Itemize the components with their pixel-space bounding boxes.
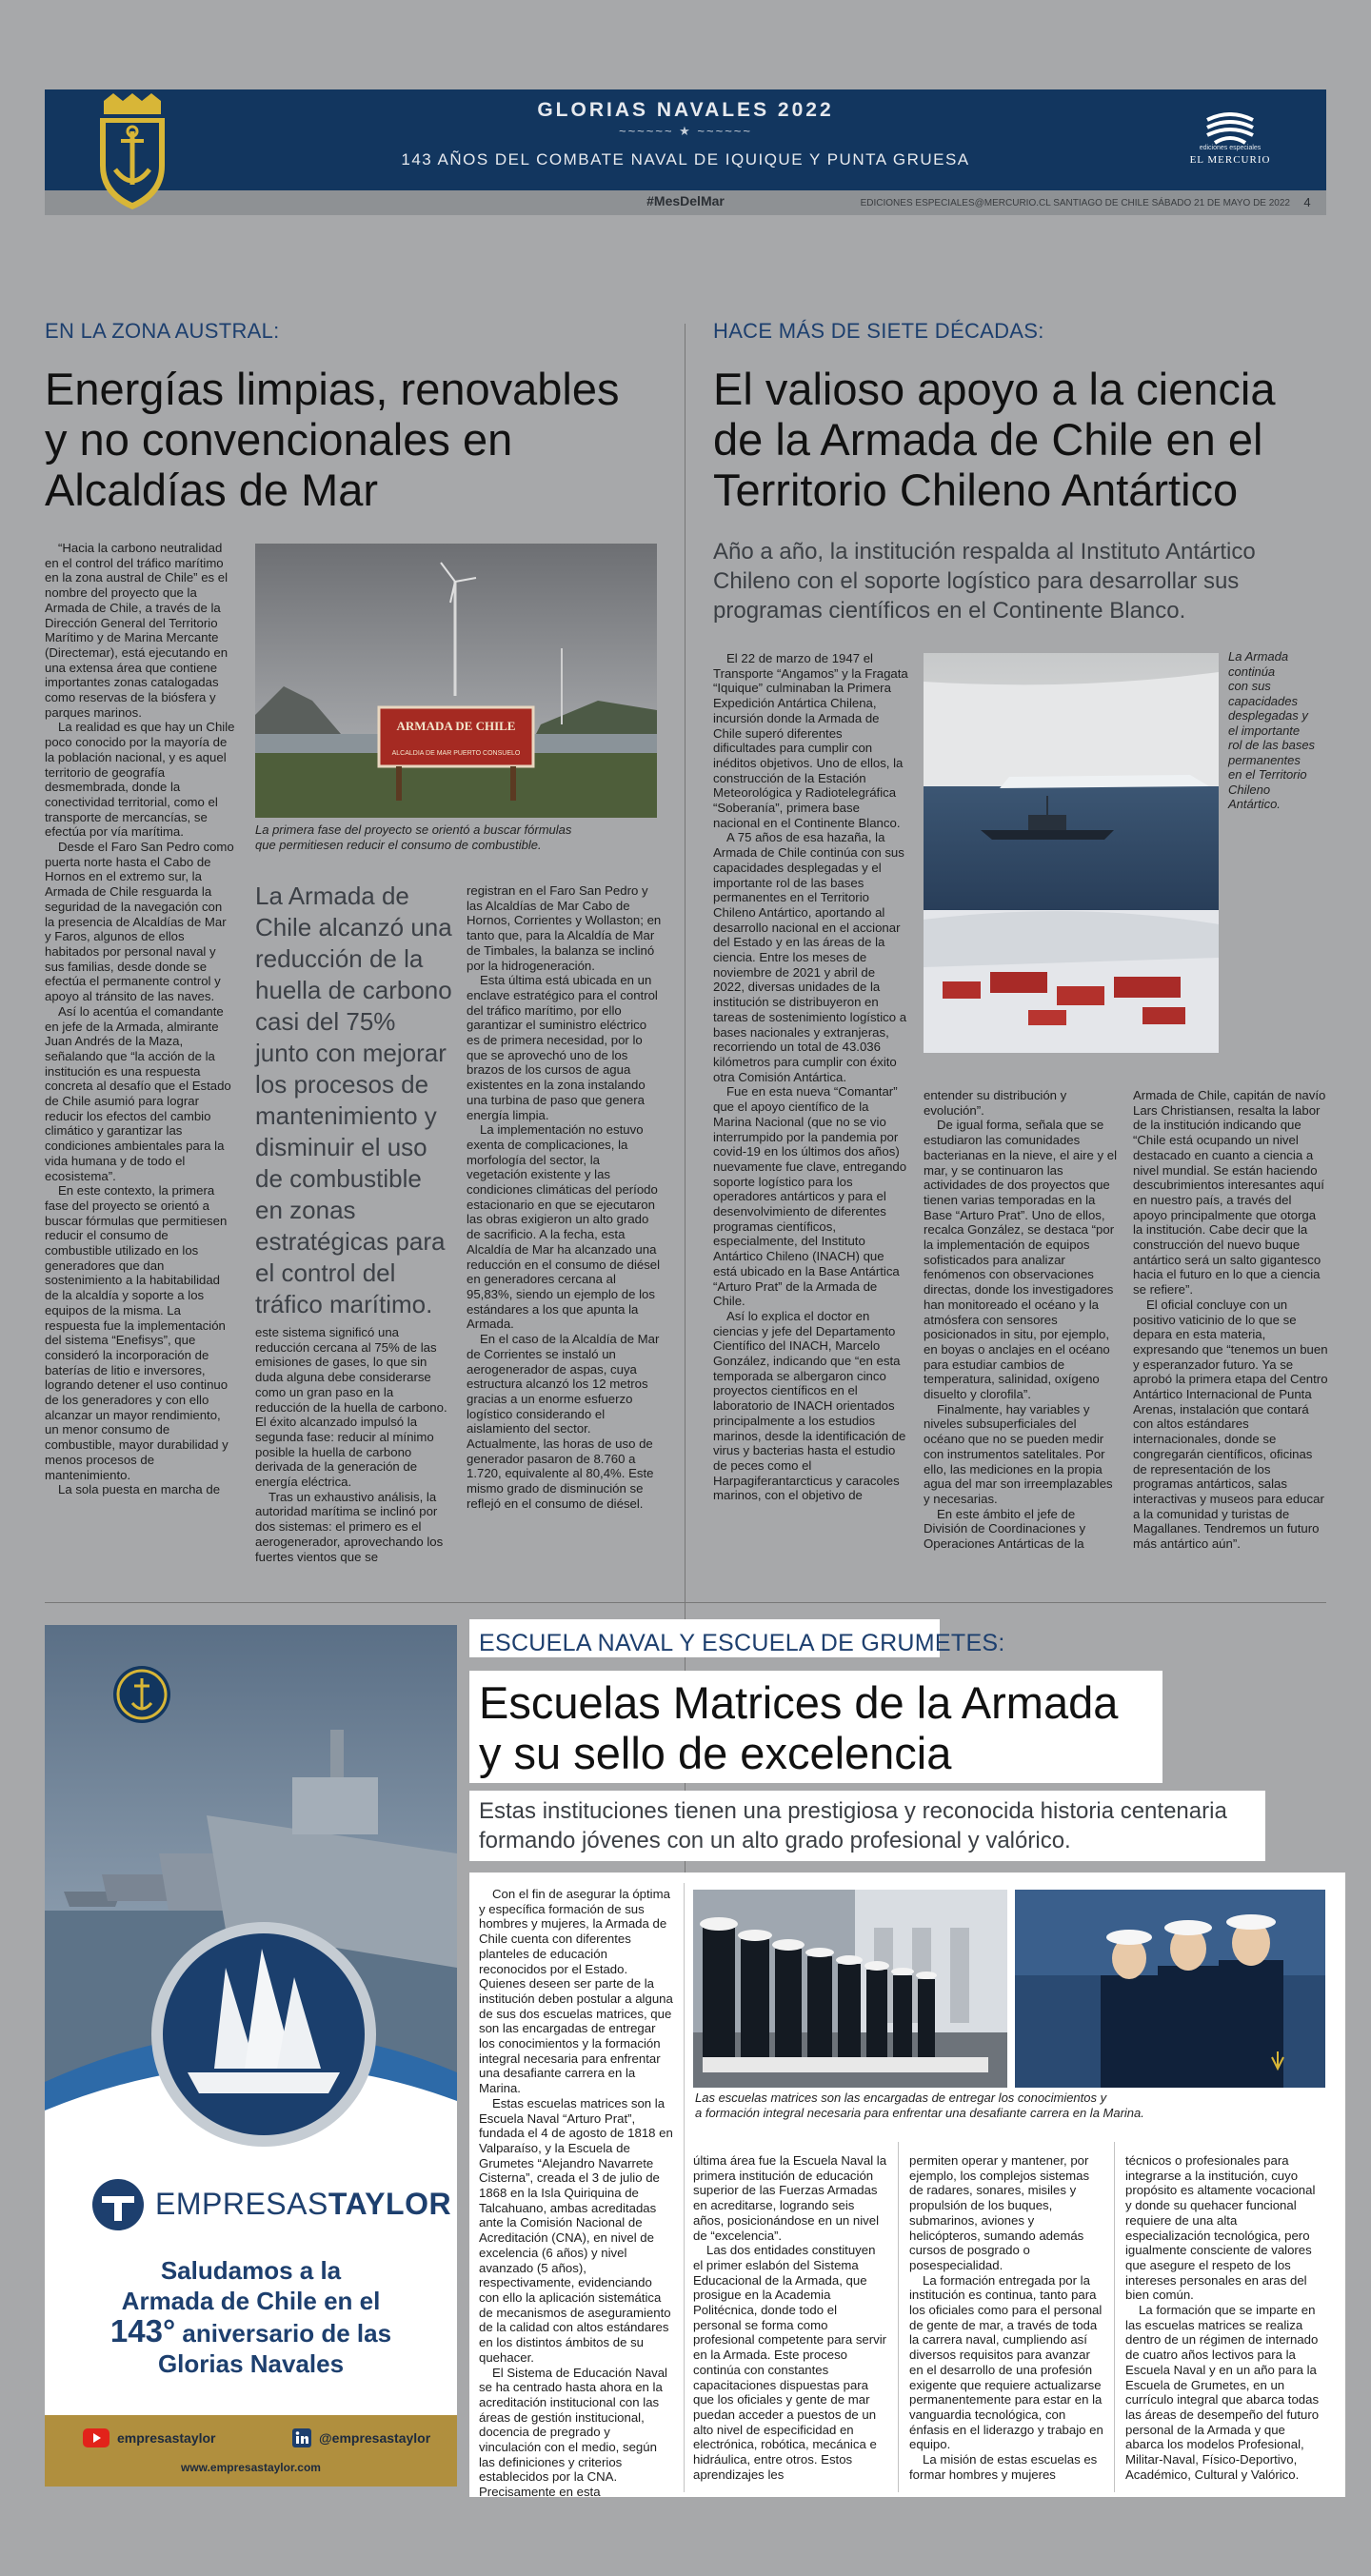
article2-column-3 xyxy=(1133,1088,1328,1552)
el-mercurio-logo-icon xyxy=(1202,112,1259,147)
photo-sign-text: ARMADA DE CHILE xyxy=(396,719,516,733)
ad-message-line: Glorias Navales xyxy=(157,2349,345,2378)
paragraph: El Sistema de Educación Naval se ha centrado hasta ahora en la acreditación institucional con las áreas de gestión institucional, docencia de pregrado y vinculación con el medio, según las definiciones y criterios establecidos por la CNA. Precisamente en esta xyxy=(479,2365,667,2500)
caption-line: desplegadas y xyxy=(1228,708,1308,723)
pullquote-line: de combustible xyxy=(255,1164,422,1193)
headline-line: y su sello de excelencia xyxy=(479,1728,952,1778)
ad-linkedin-handle[interactable]: @empresastaylor xyxy=(319,2430,431,2446)
paragraph: La sola puesta en marcha de xyxy=(58,1482,221,1497)
ad-anniversary-number: 143° xyxy=(109,2313,176,2348)
paragraph: Con el fin de asegurar la óptima y específica formación de sus hombres y mujeres, la Armada de Chile cuenta con diferentes planteles de educación reconocidos por el Estado. Quienes deseen ser parte de la institución deben postular a alguna de sus dos escuelas matrices, que son las encargadas de entregar los conocimientos y la formación integral necesaria para enfrentar una desafiante carrera en la Marina. xyxy=(479,1887,673,2096)
article1-photo xyxy=(255,544,657,818)
paragraph: El oficial concluye con un positivo vaticinio de lo que se depara en esta materia, expresando que “tenemos un buen y esperanzador futuro. Ya se aprobó la primera etapa del Centro Antártico Internacional de Punta Arenas, instalación que contará con altos estándares internacionales, donde se congregarán científicos, oficinas de representación de los programas antárticos, salas interactivas y museos para educar a la comunidad y turistas de Magallanes. Tendremos un futuro más antártico aún”. xyxy=(1133,1297,1328,1552)
article1-column-3 xyxy=(467,883,662,1512)
caption-line: continúa xyxy=(1228,664,1276,679)
article2-deck xyxy=(713,537,1332,625)
article3-deck xyxy=(479,1796,1269,1855)
paragraph: A 75 años de esa hazaña, la Armada de Chile continúa con sus capacidades desplegadas y el importante rol de las bases permanentes en el Territorio Chileno Antártico, aportando al desarrollo nacional en el accionar del Estado y en las áreas de la ciencia. Entre los meses de noviembre de 2021 y abril de 2022, diversas unidades de la institución se distribuyeron en tareas de sostenimiento logístico a bases nacionales y extranjeras, recorriendo un total de 43.036 kilómetros para cumplir con éxito otra Comisión Antártica. xyxy=(713,830,907,1084)
pullquote-line: estratégicas para xyxy=(255,1227,446,1256)
article3-column-3 xyxy=(909,2153,1104,2482)
paragraph: La misión de estas escuelas es formar hombres y mujeres xyxy=(909,2452,1098,2482)
article2-headline xyxy=(713,364,1332,515)
caption-line: a formación integral necesaria para enfrentar una desafiante carrera en la Marina. xyxy=(695,2106,1144,2120)
paragraph: última área fue la Escuela Naval la primera institución de educación superior de las Fuerzas Armadas en acreditarse, logrando seis años, posicionándose en un nivel de “excelencia”. xyxy=(693,2153,887,2243)
linkedin-icon xyxy=(292,2428,311,2447)
pullquote-line: casi del 75% xyxy=(255,1007,396,1036)
article2-kicker: HACE MÁS DE SIETE DÉCADAS: xyxy=(713,319,1044,343)
deck-line: Chileno con el soporte logístico para desarrollar sus xyxy=(713,568,1240,594)
paragraph: Estas escuelas matrices son la Escuela Naval “Arturo Prat”, fundada el 4 de agosto de 1818 en Valparaíso, y la Escuela de Grumetes “Alejandro Navarrete Cisterna”, creada el 3 de julio de 1868 en la Isla Quiriquina de Talcahuano, ambas acreditadas ante la Comisión Nacional de Acreditación (CNA), en nivel de excelencia (6 años) y nivel avanzado (5 años), respectivamente, evidenciando con ello la aplicación sistemática de mecanismos de aseguramiento de la calidad con altos estándares en los distintos ámbitos de su quehacer. xyxy=(479,2095,673,2365)
deck-line: Año a año, la institución respalda al Instituto Antártico xyxy=(713,539,1256,565)
article3-column-2 xyxy=(693,2153,888,2482)
caption-line: capacidades xyxy=(1228,693,1298,708)
paragraph: Así lo explica el doctor en ciencias y jefe del Departamento Científico del INACH, Marcelo González, indicando que “en esta temporada se albergaron cinco proyectos científicos en el laboratorio de INACH orientados principalmente a los estudios marinos, desde la identificación de virus y bacterias hasta el estudio de peces como el Harpagiferantarcticus y caracoles marinos, con el objetivo de xyxy=(713,1308,906,1503)
deck-line: Estas instituciones tienen una prestigiosa y reconocida historia centenaria xyxy=(479,1798,1227,1824)
paragraph: Así lo acentúa el comandante en jefe de la Armada, almirante Juan Andrés de la Maza, señalando que “la acción de la institución es una respuesta concreta al desafío que el Estado de Chile asumió para lograr reducir los efectos del cambio climático y garantizar las condiciones ambientales para la vida humana y de todo el ecosistema”. xyxy=(45,1003,231,1183)
ad-anniversary-text: aniversario de las xyxy=(175,2319,392,2348)
ad-message-line: Saludamos a la xyxy=(160,2256,342,2285)
masthead-subtitle: 143 AÑOS DEL COMBATE NAVAL DE IQUIQUE Y PUNTA GRUESA xyxy=(401,150,970,168)
paragraph: En el caso de la Alcaldía de Mar de Corrientes se instaló un aerogenerador de aspas, cuya estructura alcanzó los 12 metros gracias a un enorme esfuerzo logístico considerando el aislamiento del sector. Actualmente, las horas de uso de generador pasaron de 8.760 a 1.720, equivalente al 80,4%. Este mismo grado de disminución se reflejó en el consumo de diésel. xyxy=(467,1332,660,1511)
paragraph: Finalmente, hay variables y niveles subsuperficiales del océano que no se pueden medir con instrumentos satelitales. Por ello, las mediciones en la propia agua del mar son irreemplazables y necesarias. xyxy=(924,1401,1113,1506)
ad-footer-bar xyxy=(45,2415,457,2487)
hashtag: #MesDelMar xyxy=(646,193,725,208)
pullquote-line: los procesos de xyxy=(255,1070,429,1099)
masthead-ornament: ~~~~~~ ★ ~~~~~~ xyxy=(619,124,752,138)
article2-column-1 xyxy=(713,651,908,1503)
headline-line: Escuelas Matrices de la Armada xyxy=(479,1677,1119,1728)
pullquote-line: Chile alcanzó una xyxy=(255,913,452,941)
paragraph: Armada de Chile, capitán de navío Lars Christiansen, resalta la labor de la institución indicando que “Chile está ocupando un nivel destacado en cuanto a ciencia a nivel mundial. Se están haciendo descubrimientos interesantes aquí en nuestro país, a través del apoyo principalmente que otorga la institución. Cabe decir que la construcción del nuevo buque antártico será un salto gigantesco hacia el futuro en lo que a ciencia se refiere”. xyxy=(1133,1088,1326,1298)
masthead-title: GLORIAS NAVALES 2022 xyxy=(537,99,834,121)
paragraph: entender su distribución y evolución”. xyxy=(924,1088,1067,1118)
caption-line: rol de las bases xyxy=(1228,738,1316,752)
ad-brand-light: EMPRESAS xyxy=(155,2187,328,2221)
caption-line: Las escuelas matrices son las encargadas de entregar los conocimientos y xyxy=(695,2091,1107,2105)
ad-brand xyxy=(155,2187,451,2222)
article3-kicker: ESCUELA NAVAL Y ESCUELA DE GRUMETES: xyxy=(479,1630,1005,1656)
caption-line: permanentes xyxy=(1228,752,1301,767)
caption-line: en el Territorio xyxy=(1228,767,1307,782)
ad-message-line-anniversary xyxy=(45,2313,457,2348)
paragraph: “Hacia la carbono neutralidad en el control del tráfico marítimo en la zona austral de Chile” es el nombre del proyecto que la Armada de Chile, a través de la Dirección General del Territorio Marítimo y de Marina Mercante (Directemar), está ejecutando en una extensa área que contiene importantes zonas catalogadas como reservas de la biósfera y parques marinos. xyxy=(45,541,228,720)
edition-line: EDICIONES ESPECIALES@MERCURIO.CL SANTIAGO DE CHILE SÁBADO 21 DE MAYO DE 2022 xyxy=(860,198,1290,208)
column-divider xyxy=(684,1883,685,2492)
headline-line: de la Armada de Chile en el xyxy=(713,414,1263,465)
column-divider xyxy=(1114,2142,1115,2492)
caption-line: La Armada xyxy=(1228,649,1289,664)
article1-kicker: EN LA ZONA AUSTRAL: xyxy=(45,319,280,343)
article1-photo-caption xyxy=(255,822,665,853)
empresas-taylor-ad xyxy=(45,1625,457,2487)
partner-small-label: ediciones especiales xyxy=(1199,145,1262,151)
caption-line: el importante xyxy=(1228,723,1301,738)
headline-line: Territorio Chileno Antártico xyxy=(713,465,1239,515)
article1-column-2 xyxy=(255,1325,450,1564)
caption-line: con sus xyxy=(1228,679,1271,693)
section-divider xyxy=(45,1602,1326,1603)
paragraph: Fue en esta nueva “Comantar” que el apoyo científico de la Marina Nacional (que no se vio interrumpido por la pandemia por covid-19 en los últimos dos años) nuevamente fue clave, entregando soporte logístico para los operadores antárticos y para el desenvolvimiento de diferentes programas científicos, especialmente, del Instituto Antártico Chileno (INACH) que está ubicado en la Base Antártica “Arturo Prat” de la Armada de Chile. xyxy=(713,1084,907,1309)
paragraph: De igual forma, señala que se estudiaron las comunidades bacterianas en la nieve, el aire y el mar, y se continuaron las actividades de dos proyectos que tienen varias temporadas en la Base “Arturo Prat”. Uno de ellos, recalca González, se destaca “por la implementación de equipos sofisticados para analizar fenómenos con observaciones directas, donde los investigadores han monitoreado el océano y la atmósfera con sensores posicionados in situ, por ejemplo, en boyas o anclajes en el océano para estudiar cambios de temperatura, salinidad, oxígeno disuelto y clorofila”. xyxy=(924,1118,1118,1402)
caption-line: Antártico. xyxy=(1228,797,1281,811)
photo-sign-subtext: ALCALDIA DE MAR PUERTO CONSUELO xyxy=(391,750,521,757)
article3-column-1 xyxy=(479,1887,674,2500)
headline-line: y no convencionales en xyxy=(45,414,513,465)
pullquote-line: disminuir el uso xyxy=(255,1133,427,1161)
article3-photo-caption xyxy=(695,2091,1304,2121)
paragraph: este sistema significó una reducción cercana al 75% de las emisiones de gases, lo que sin duda alguna debe considerarse como un gran paso en la reducción de la huella de carbono. El éxito alcanzado impulsó la segunda fase: reducir al mínimo posible la huella de carbono derivada de la generación de energía eléctrica. xyxy=(255,1325,447,1490)
paragraph: Las dos entidades constituyen el primer eslabón del Sistema Educacional de la Armada, que prosigue en la Academia Politécnica, donde todo el personal se forma como profesional competente para servir en la Armada. Este proceso continúa con constantes capacitaciones dispuestas para que los oficiales y gente de mar puedan acceder a puestos de un alto nivel de especificidad en electrónica, robótica, mecánica e hidráulica, entre otros. Estos aprendizajes les xyxy=(693,2243,887,2482)
article1-pullquote xyxy=(255,881,455,1320)
article3-cadets-photo xyxy=(693,1890,1007,2088)
paragraph: En este contexto, la primera fase del proyecto se orientó a buscar fórmulas que permitiesen reducir el consumo de combustible utilizado en los generadores que dan sostenimiento a la habitabilidad de la alcaldía y soporte a los equipos de la misma. La respuesta fue la implementación del sistema “Enefisys”, que consideró la incorporación de baterías de litio e inversores, logrando detener el uso continuo de los generadores y con ello alcanzar un mayor rendimiento, un menor consumo de combustible, mayor durabilidad y menos procesos de mantenimiento. xyxy=(45,1183,228,1482)
caption-line: Chileno xyxy=(1228,782,1271,797)
pullquote-line: reducción de la xyxy=(255,944,424,973)
pullquote-line: junto con mejorar xyxy=(255,1039,447,1067)
pullquote-line: La Armada de xyxy=(255,882,409,910)
paragraph: La formación que se imparte en las escuelas matrices se realiza dentro de un régimen de internado de cuatro años lectivos para la Escuela Naval y en un año para la Escuela de Grumetes, en un currículo integral que abarca todas las áreas de desempeño del futuro personal de la Armada y que abarca los modelos Profesional, Militar-Naval, Físico-Deportivo, Académico, Cultural y Valórico. xyxy=(1125,2303,1320,2482)
article3-grumetes-photo xyxy=(1015,1890,1325,2088)
headline-line: Alcaldías de Mar xyxy=(45,465,379,515)
ad-message-line: Armada de Chile en el xyxy=(121,2287,381,2315)
article3-headline xyxy=(479,1677,1164,1778)
ad-brand-bold: TAYLOR xyxy=(328,2187,452,2221)
article3-column-4 xyxy=(1125,2153,1321,2482)
paragraph: técnicos o profesionales para integrarse a la institución, cuyo propósito es altamente vocacional y donde su quehacer funcional requiere de una alta especialización tecnológica, pero igualmente consciente de valores que asegure el respeto de los intereses personales en aras del bien común. xyxy=(1125,2153,1316,2303)
ad-youtube-handle[interactable]: empresastaylor xyxy=(117,2430,216,2446)
deck-line: programas científicos en el Continente Blanco. xyxy=(713,598,1186,624)
paragraph: Esta última está ubicada en un enclave estratégico para el control del tráfico marítimo, por ello garantizar el suministro eléctrico es de primera necesidad, por lo que se aprovechó uno de los brazos de los cursos de agua existentes en la zona instalando una turbina de paso que genera energía limpia. xyxy=(467,973,658,1122)
caption-line: La primera fase del proyecto se orientó a buscar fórmulas xyxy=(255,822,572,837)
youtube-icon xyxy=(83,2428,109,2447)
pullquote-line: en zonas xyxy=(255,1196,356,1224)
paragraph: La realidad es que hay un Chile poco conocido por la mayoría de la población nacional, y es aquel territorio de geografía desmembrada, donde la conectividad territorial, como el transporte de mercancías, se efectúa por vía marítima. xyxy=(45,720,235,840)
pullquote-line: mantenimiento y xyxy=(255,1101,437,1130)
pullquote-line: tráfico marítimo. xyxy=(255,1290,433,1318)
ad-ships-illustration xyxy=(45,1625,457,2158)
caption-line: que permitiesen reducir el consumo de combustible. xyxy=(255,838,542,852)
page-number: 4 xyxy=(1303,195,1311,209)
headline-line: Energías limpias, renovables xyxy=(45,364,620,414)
paragraph: registran en el Faro San Pedro y las Alcaldías de Mar Cabo de Hornos, Corrientes y Wollaston; en tanto que, para la Alcaldía de Mar de Timbales, la balanza se inclinó por la hidrogeneración. xyxy=(467,883,662,973)
paragraph: En este ámbito el jefe de División de Coordinaciones y Operaciones Antárticas de la xyxy=(924,1506,1086,1552)
article1-headline xyxy=(45,364,664,515)
ad-message xyxy=(45,2255,457,2379)
article2-column-2 xyxy=(924,1088,1119,1552)
paragraph: La implementación no estuvo exenta de complicaciones, la morfología del sector, la vegetación existente y las condiciones climáticas del período estacionario en que se ejecutaron las obras exigieron un alto grado de sacrificio. A la fecha, esta Alcaldía de Mar ha alcanzado una reducción en el consumo de diésel en generadores cercana al 95,83%, siendo un ejemplo de los estándares a los que apunta la Armada. xyxy=(467,1122,661,1332)
article2-photo-caption xyxy=(1228,649,1333,812)
empresas-taylor-logo-icon xyxy=(90,2177,146,2232)
pullquote-line: el control del xyxy=(255,1258,396,1287)
ad-website[interactable]: www.empresastaylor.com xyxy=(181,2461,321,2474)
article2-antarctic-photo xyxy=(924,653,1219,1053)
column-divider xyxy=(898,2142,899,2492)
headline-line: El valioso apoyo a la ciencia xyxy=(713,364,1276,414)
paragraph: Tras un exhaustivo análisis, la autoridad marítima se inclinó por dos sistemas: el primero es el aerogenerador, aprovechando los fuertes vientos que se xyxy=(255,1489,444,1564)
pullquote-line: huella de carbono xyxy=(255,976,452,1004)
deck-line: formando jóvenes con un alto grado profesional y valórico. xyxy=(479,1828,1071,1853)
paragraph: permiten operar y mantener, por ejemplo, los complejos sistemas de radares, sonares, misiles y propulsión de los buques, submarinos, aviones y helicópteros, sumando además cursos de posgrado o posespecialidad. xyxy=(909,2153,1090,2272)
paragraph: Desde el Faro San Pedro como puerta norte hasta el Cabo de Hornos en el extremo sur, la Armada de Chile resguarda la seguridad de la navegación con la presencia de Alcaldías de Mar y Faros, algunos de ellos habitados por personal naval y sus familias, desde donde se efectúa el permanente control y apoyo al tránsito de las naves. xyxy=(45,840,234,1004)
paragraph: El 22 de marzo de 1947 el Transporte “Angamos” y la Fragata “Iquique” culminaban la Primera Expedición Antártica Chilena, incursión donde la Armada de Chile superó diferentes dificultades para cumplir con inéditos objetivos. Uno de ellos, la construcción de la Estación Meteorológica y Radiotelegráfica “Soberanía”, primera base nacional en el Continente Blanco. xyxy=(713,651,908,830)
article1-column-1 xyxy=(45,541,235,1497)
partner-name: EL MERCURIO xyxy=(1189,154,1271,166)
paragraph: La formación entregada por la institución es continua, tanto para los oficiales como para el personal de gente de mar, a través de toda la carrera naval, cumpliendo así diversos requisitos para avanzar en el desarrollo de una profesión exigente que requiere actualizarse permanentemente para estar en la vanguardia tecnológica, con énfasis en el liderazgo y trabajo en equipo. xyxy=(909,2272,1103,2452)
